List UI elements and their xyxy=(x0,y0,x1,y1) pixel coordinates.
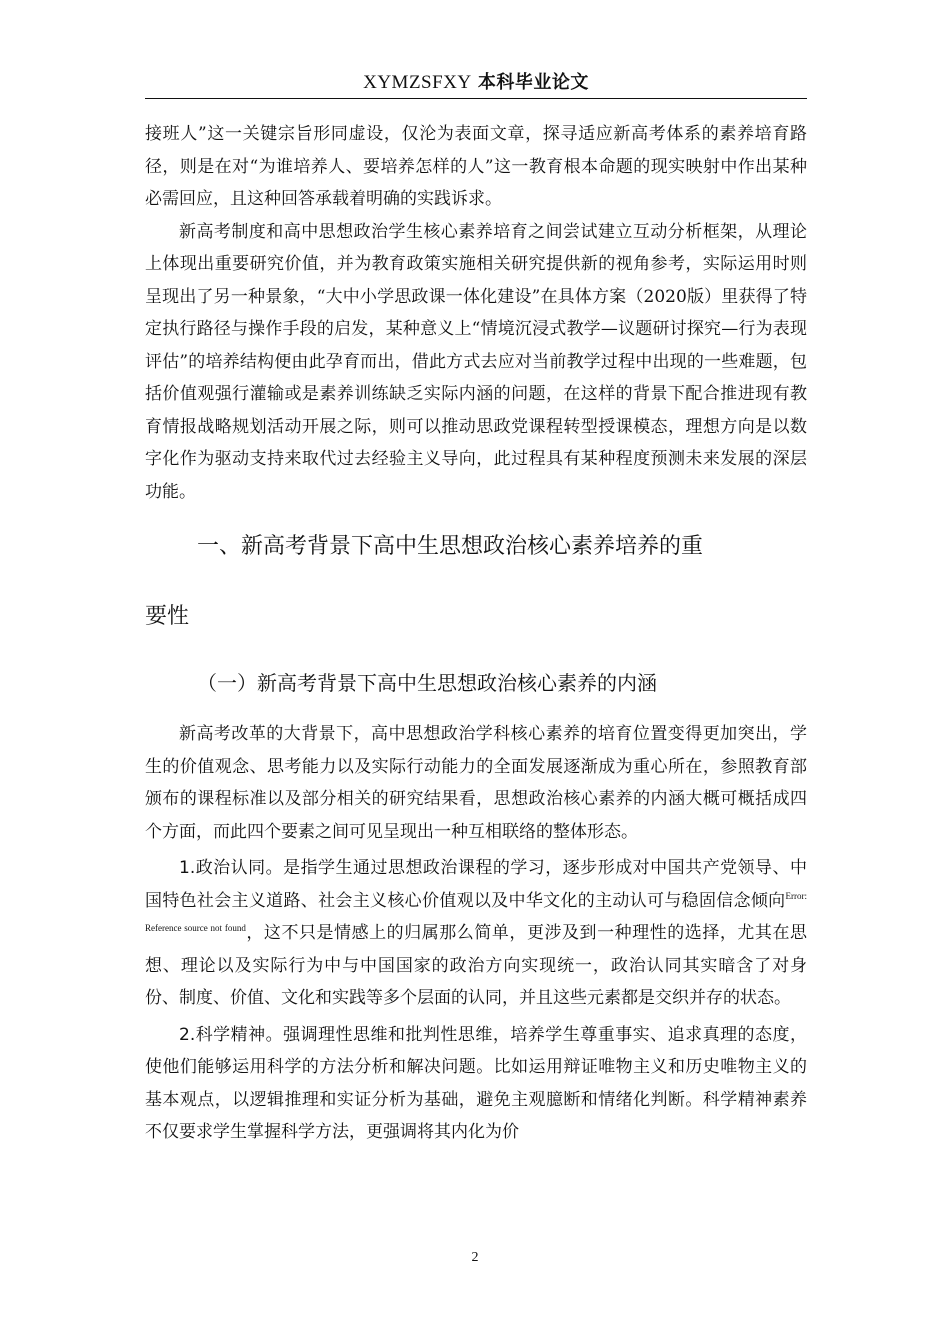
paragraph-continued: 接班人”这一关键宗旨形同虚设，仅沦为表面文章，探寻适应新高考体系的素养培育路径，则是在对“为谁培养人、要培养怎样的人”这一教育根本命题的现实映射中作出某种必需回应，且这种回答承载着明确的实践诉求。 xyxy=(145,124,807,209)
page-header xyxy=(145,68,807,94)
section-heading xyxy=(145,532,807,632)
paragraph: 新高考改革的大背景下，高中思想政治学科核心素养的培育位置变得更加突出，学生的价值观念、思考能力以及实际行动能力的全面发展逐渐成为重心所在，参照教育部颁布的课程标准以及部分相关的研究结果看，思想政治核心素养的内涵大概可概括成四个方面，而此四个要素之间可见呈现出一种互相联络的整体形态。 xyxy=(145,724,807,842)
header-title: 本科毕业论文 xyxy=(477,72,589,93)
section-heading-line-2: 要性 xyxy=(145,604,190,629)
paragraph: 新高考制度和高中思想政治学生核心素养培育之间尝试建立互动分析框架，从理论上体现出重要研究价值，并为教育政策实施相关研究提供新的视角参考，实际运用时则呈现出了另一种景象，“大中小学思政课一体化建设”在具体方案（2020版）里获得了特定执行路径与操作手段的启发，某种意义上“情境沉浸式教学—议题研讨探究—行为表现评估”的培养结构便由此孕育而出，借此方式去应对当前教学过程中出现的一些难题，包括价值观强行灌输或是素养训练缺乏实际内涵的问题，在这样的背景下配合推进现有教育情报战略规划活动开展之际，则可以推动思政党课程转型授课模态，理想方向是以数字化作为驱动支持来取代过去经验主义导向，此过程具有某种程度预测未来发展的深层功能。 xyxy=(145,221,807,502)
header-rule xyxy=(145,98,807,99)
page-number: 2 xyxy=(471,1250,479,1265)
header-code: XYMZSFXY xyxy=(363,72,472,93)
paragraph-political-identity xyxy=(145,852,807,1015)
item-lead-political-identity: 1.政治认同。 xyxy=(179,858,284,878)
item-text: 强调理性思维和批判性思维，培养学生尊重事实、追求真理的态度，使他们能够运用科学的方法分析和解决问题。比如运用辩证唯物主义和历史唯物主义的基本观点，以逻辑推理和实证分析为基础，避免主观臆断和情绪化判断。科学精神素养不仅要求学生掌握科学方法，更强调将其内化为价 xyxy=(145,1024,807,1142)
section-heading-line-1: 一、新高考背景下高中生思想政治核心素养培养的重 xyxy=(197,534,704,559)
page-body xyxy=(145,118,807,1149)
subsection-heading: （一）新高考背景下高中生思想政治核心素养的内涵 xyxy=(197,671,657,695)
item-lead-scientific-spirit: 2.科学精神。 xyxy=(179,1024,284,1045)
paragraph-scientific-spirit xyxy=(145,1019,807,1149)
item-text: ，这不只是情感上的归属那么简单，更涉及到一种理性的选择，尤其在思想、理论以及实际行为中与中国国家的政治方向实现统一，政治认同其实暗含了对身份、制度、价值、文化和实践等多个层面的认同，并且这些元素都是交织并存的状态。 xyxy=(145,923,807,1008)
item-text: 是指学生通过思想政治课程的学习，逐步形成对中国共产党领导、中国特色社会主义道路、社会主义核心价值观以及中华文化的主动认可与稳固信念倾向 xyxy=(145,858,807,911)
reference-error: Error: Reference source not found xyxy=(145,890,807,933)
